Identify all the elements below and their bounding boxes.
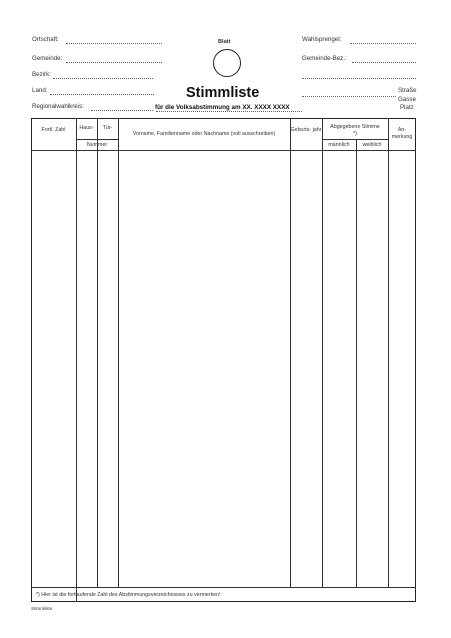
bezirk-line <box>53 78 153 79</box>
address-line-1 <box>302 78 416 79</box>
ortschaft-label: Ortschaft: <box>32 36 59 43</box>
header-nummer: Nummer <box>86 142 108 148</box>
gasse-label: Gasse <box>398 96 416 103</box>
header-haus: Haus- <box>79 125 94 131</box>
col-divider-fortl <box>76 118 77 602</box>
wahlsprengel-line <box>350 43 416 44</box>
gemeinde-line <box>66 62 162 63</box>
regionalwahlkreis-line <box>91 110 153 111</box>
header-abgegebene-stimme: Abgegebene Stimme *) <box>330 124 380 137</box>
blatt-circle <box>213 49 241 77</box>
land-line <box>50 94 154 95</box>
header-geburtsjahr: Geburts- jahr <box>290 127 322 133</box>
blatt-label: Blatt <box>218 39 231 45</box>
footer-label: Stimmliste <box>31 606 53 611</box>
gemeinde-bez-label: Gemeinde-Bez.: <box>302 55 347 62</box>
header-fortl-zahl: Fortl. Zahl <box>41 127 66 133</box>
subtitle-line <box>156 111 302 112</box>
address-line-2 <box>302 96 396 97</box>
footnote-line <box>31 587 416 588</box>
col-divider-haus <box>97 118 98 587</box>
header-bottom-line <box>31 150 416 151</box>
gemeinde-label: Gemeinde: <box>32 55 63 62</box>
header-tuer: Tür- <box>102 125 113 131</box>
col-divider-name <box>290 118 291 587</box>
col-divider-abgegebene <box>388 118 389 587</box>
stimme-divider <box>322 139 388 140</box>
page-title: Stimmliste <box>186 85 260 101</box>
land-label: Land: <box>32 87 48 94</box>
header-weiblich: weiblich <box>362 142 382 148</box>
platz-label: Platz <box>400 104 414 111</box>
page-subtitle: für die Volksabstimmung am XX. XXXX XXXX <box>155 104 290 111</box>
header-name: Vorname, Familienname oder Nachname (voll ausschreiben) <box>132 131 276 137</box>
stimmliste-table <box>31 118 416 602</box>
header-maennlich: männlich <box>328 142 350 148</box>
wahlsprengel-label: Wahlsprengel: <box>302 36 342 43</box>
bezirk-label: Bezirk: <box>32 71 51 78</box>
gemeinde-bez-line <box>352 62 416 63</box>
header-anmerkung: An- merkung <box>391 127 413 140</box>
footnote: *) Hier ist die fortlaufende Zahl des Abstimmungsverzeichnisses zu vermerken! <box>36 592 221 598</box>
col-divider-tuer <box>118 118 119 587</box>
col-divider-geburtsjahr <box>322 118 323 587</box>
regionalwahlkreis-label: Regionalwahlkreis: <box>32 103 84 110</box>
strasse-label: Straße <box>398 87 417 94</box>
col-divider-stimme <box>356 139 357 587</box>
nummer-divider <box>76 139 118 140</box>
ortschaft-line <box>66 43 162 44</box>
